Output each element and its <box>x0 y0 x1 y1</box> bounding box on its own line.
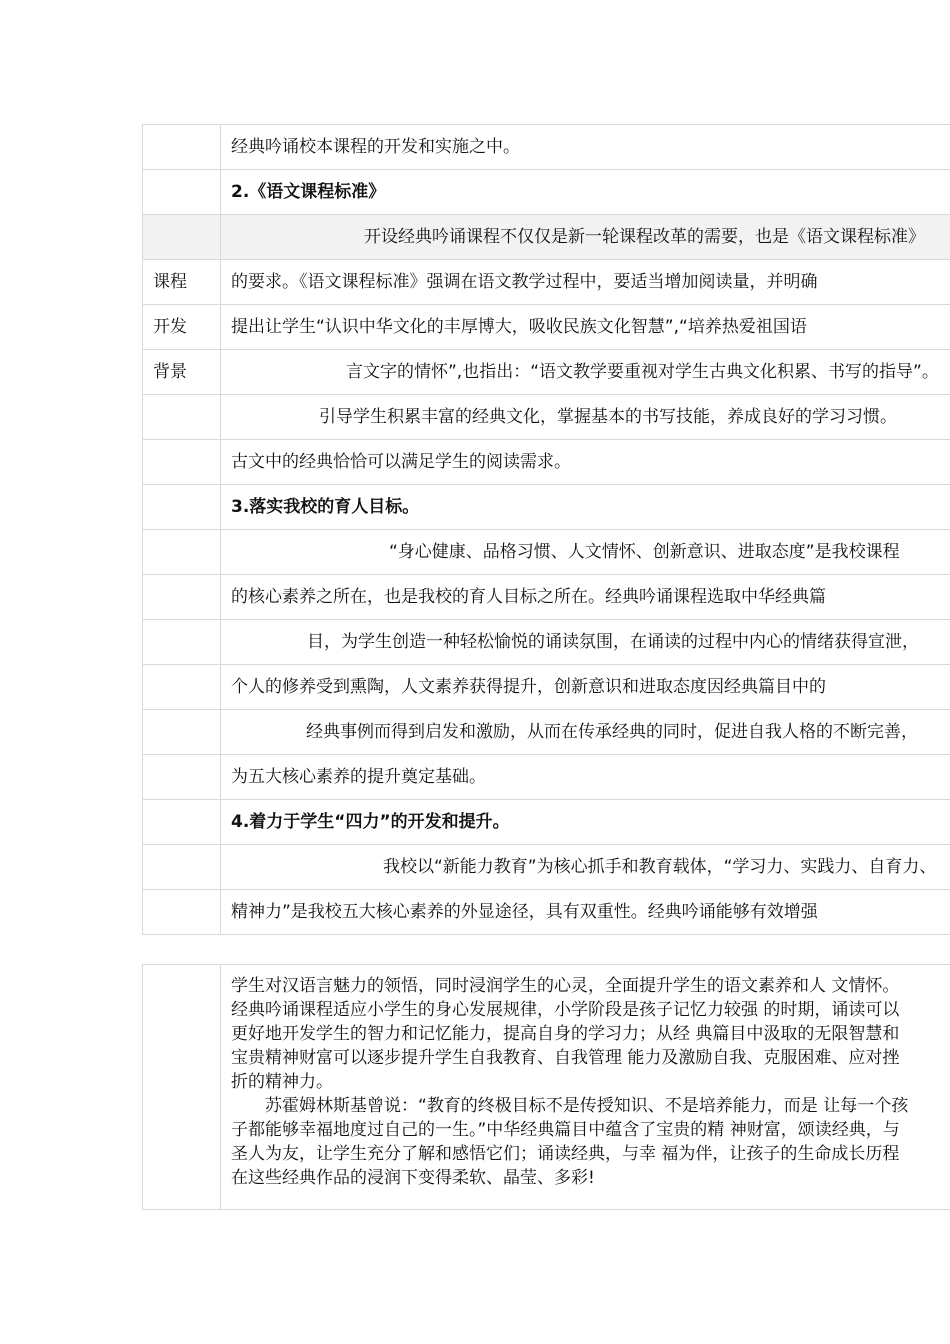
table-row <box>143 620 950 665</box>
table-row <box>143 350 950 395</box>
section-heading: 3.落实我校的育人目标。 <box>231 497 420 517</box>
paragraph-line: 更好地开发学生的智力和记忆能力，提高自身的学习力；从经 典篇目中汲取的无限智慧和 <box>231 1024 900 1044</box>
text-line: 提出让学生“认识中华文化的丰厚博大，吸收民族文化智慧”,“培养热爱祖国语 <box>231 317 807 337</box>
table-row <box>143 485 950 530</box>
label-cell: 开发 <box>143 305 221 349</box>
paragraph-line: 宝贵精神财富可以逐步提升学生自我教育、自我管理 能力及激励自我、克服困难、应对挫 <box>231 1048 900 1068</box>
label-cell: 背景 <box>143 350 221 394</box>
label-cell <box>143 440 221 484</box>
text-line: 经典事例而得到启发和激励，从而在传承经典的同时，促进自我人格的不断完善， <box>306 722 918 742</box>
label-cell <box>143 575 221 619</box>
label-cell <box>143 485 221 529</box>
label-cell <box>143 395 221 439</box>
text-line: 目，为学生创造一种轻松愉悦的诵读氛围，在诵读的过程中内心的情绪获得宣泄， <box>307 632 919 652</box>
label-cell <box>143 845 221 889</box>
table-row <box>143 260 950 305</box>
label-cell <box>143 800 221 844</box>
paragraph-line: 圣人为友，让学生充分了解和感悟它们；诵读经典，与幸 福为伴，让孩子的生命成长历程 <box>231 1144 900 1164</box>
table-row <box>143 440 950 485</box>
table-row <box>143 125 950 170</box>
table-row <box>143 305 950 350</box>
text-line: “身心健康、品格习惯、人文情怀、创新意识、进取态度”是我校课程 <box>389 542 900 562</box>
table-row <box>143 530 950 575</box>
table-row <box>143 845 950 890</box>
table-row <box>143 170 950 215</box>
text-line: 古文中的经典恰恰可以满足学生的阅读需求。 <box>231 452 571 472</box>
label-cell <box>143 170 221 214</box>
text-line: 为五大核心素养的提升奠定基础。 <box>231 767 486 787</box>
label-cell <box>143 530 221 574</box>
text-line: 言文字的情怀”,也指出：“语文教学要重视对学生古典文化积累、书写的指导”。 <box>346 362 939 382</box>
text-line: 经典吟诵校本课程的开发和实施之中。 <box>231 137 520 157</box>
table-row <box>143 965 950 1210</box>
label-cell <box>143 710 221 754</box>
background-table <box>142 124 950 935</box>
text-line: 引导学生积累丰富的经典文化，掌握基本的书写技能，养成良好的学习习惯。 <box>319 407 897 427</box>
label-cell <box>143 755 221 799</box>
label-cell <box>143 965 221 1209</box>
table-row <box>143 800 950 845</box>
paragraph-line: 折的精神力。 <box>231 1072 333 1092</box>
text-line: 的要求。《语文课程标准》强调在语文教学过程中，要适当增加阅读量，并明确 <box>231 272 818 292</box>
section-heading: 4.着力于学生“四力”的开发和提升。 <box>231 812 510 832</box>
label-cell <box>143 665 221 709</box>
table-row <box>143 575 950 620</box>
label-cell <box>143 125 221 169</box>
table-row <box>143 890 950 935</box>
label-cell <box>143 620 221 664</box>
label-cell <box>143 215 221 259</box>
table-row <box>143 215 950 260</box>
paragraph-cell <box>221 965 950 1209</box>
label-cell <box>143 890 221 934</box>
text-line: 开设经典吟诵课程不仅仅是新一轮课程改革的需要，也是《语文课程标准》 <box>364 227 925 247</box>
section-heading: 2.《语文课程标准》 <box>231 182 386 202</box>
table-row <box>143 395 950 440</box>
paragraph-line: 经典吟诵课程适应小学生的身心发展规律，小学阶段是孩子记忆力较强 的时期，诵读可以 <box>231 1000 900 1020</box>
text-line: 的核心素养之所在，也是我校的育人目标之所在。经典吟诵课程选取中华经典篇 <box>231 587 826 607</box>
paragraph-line: 学生对汉语言魅力的领悟，同时浸润学生的心灵，全面提升学生的语文素养和人 文情怀。 <box>231 976 900 996</box>
text-line: 我校以“新能力教育”为核心抓手和教育载体，“学习力、实践力、自育力、 <box>383 857 937 877</box>
paragraph-line: 在这些经典作品的浸润下变得柔软、晶莹、多彩! <box>231 1168 595 1188</box>
paragraph-line: 苏霍姆林斯基曾说：“教育的终极目标不是传授知识、不是培养能力，而是 让每一个孩 <box>231 1096 909 1116</box>
continuation-table <box>142 964 950 1210</box>
table-row <box>143 755 950 800</box>
table-row <box>143 710 950 755</box>
table-row <box>143 665 950 710</box>
paragraph-line: 子都能够幸福地度过自己的一生。”中华经典篇目中蕴含了宝贵的精 神财富，颂读经典，与 <box>231 1120 900 1140</box>
label-cell: 课程 <box>143 260 221 304</box>
text-line: 个人的修养受到熏陶，人文素养获得提升，创新意识和进取态度因经典篇目中的 <box>231 677 826 697</box>
text-line: 精神力”是我校五大核心素养的外显途径，具有双重性。经典吟诵能够有效增强 <box>231 902 818 922</box>
